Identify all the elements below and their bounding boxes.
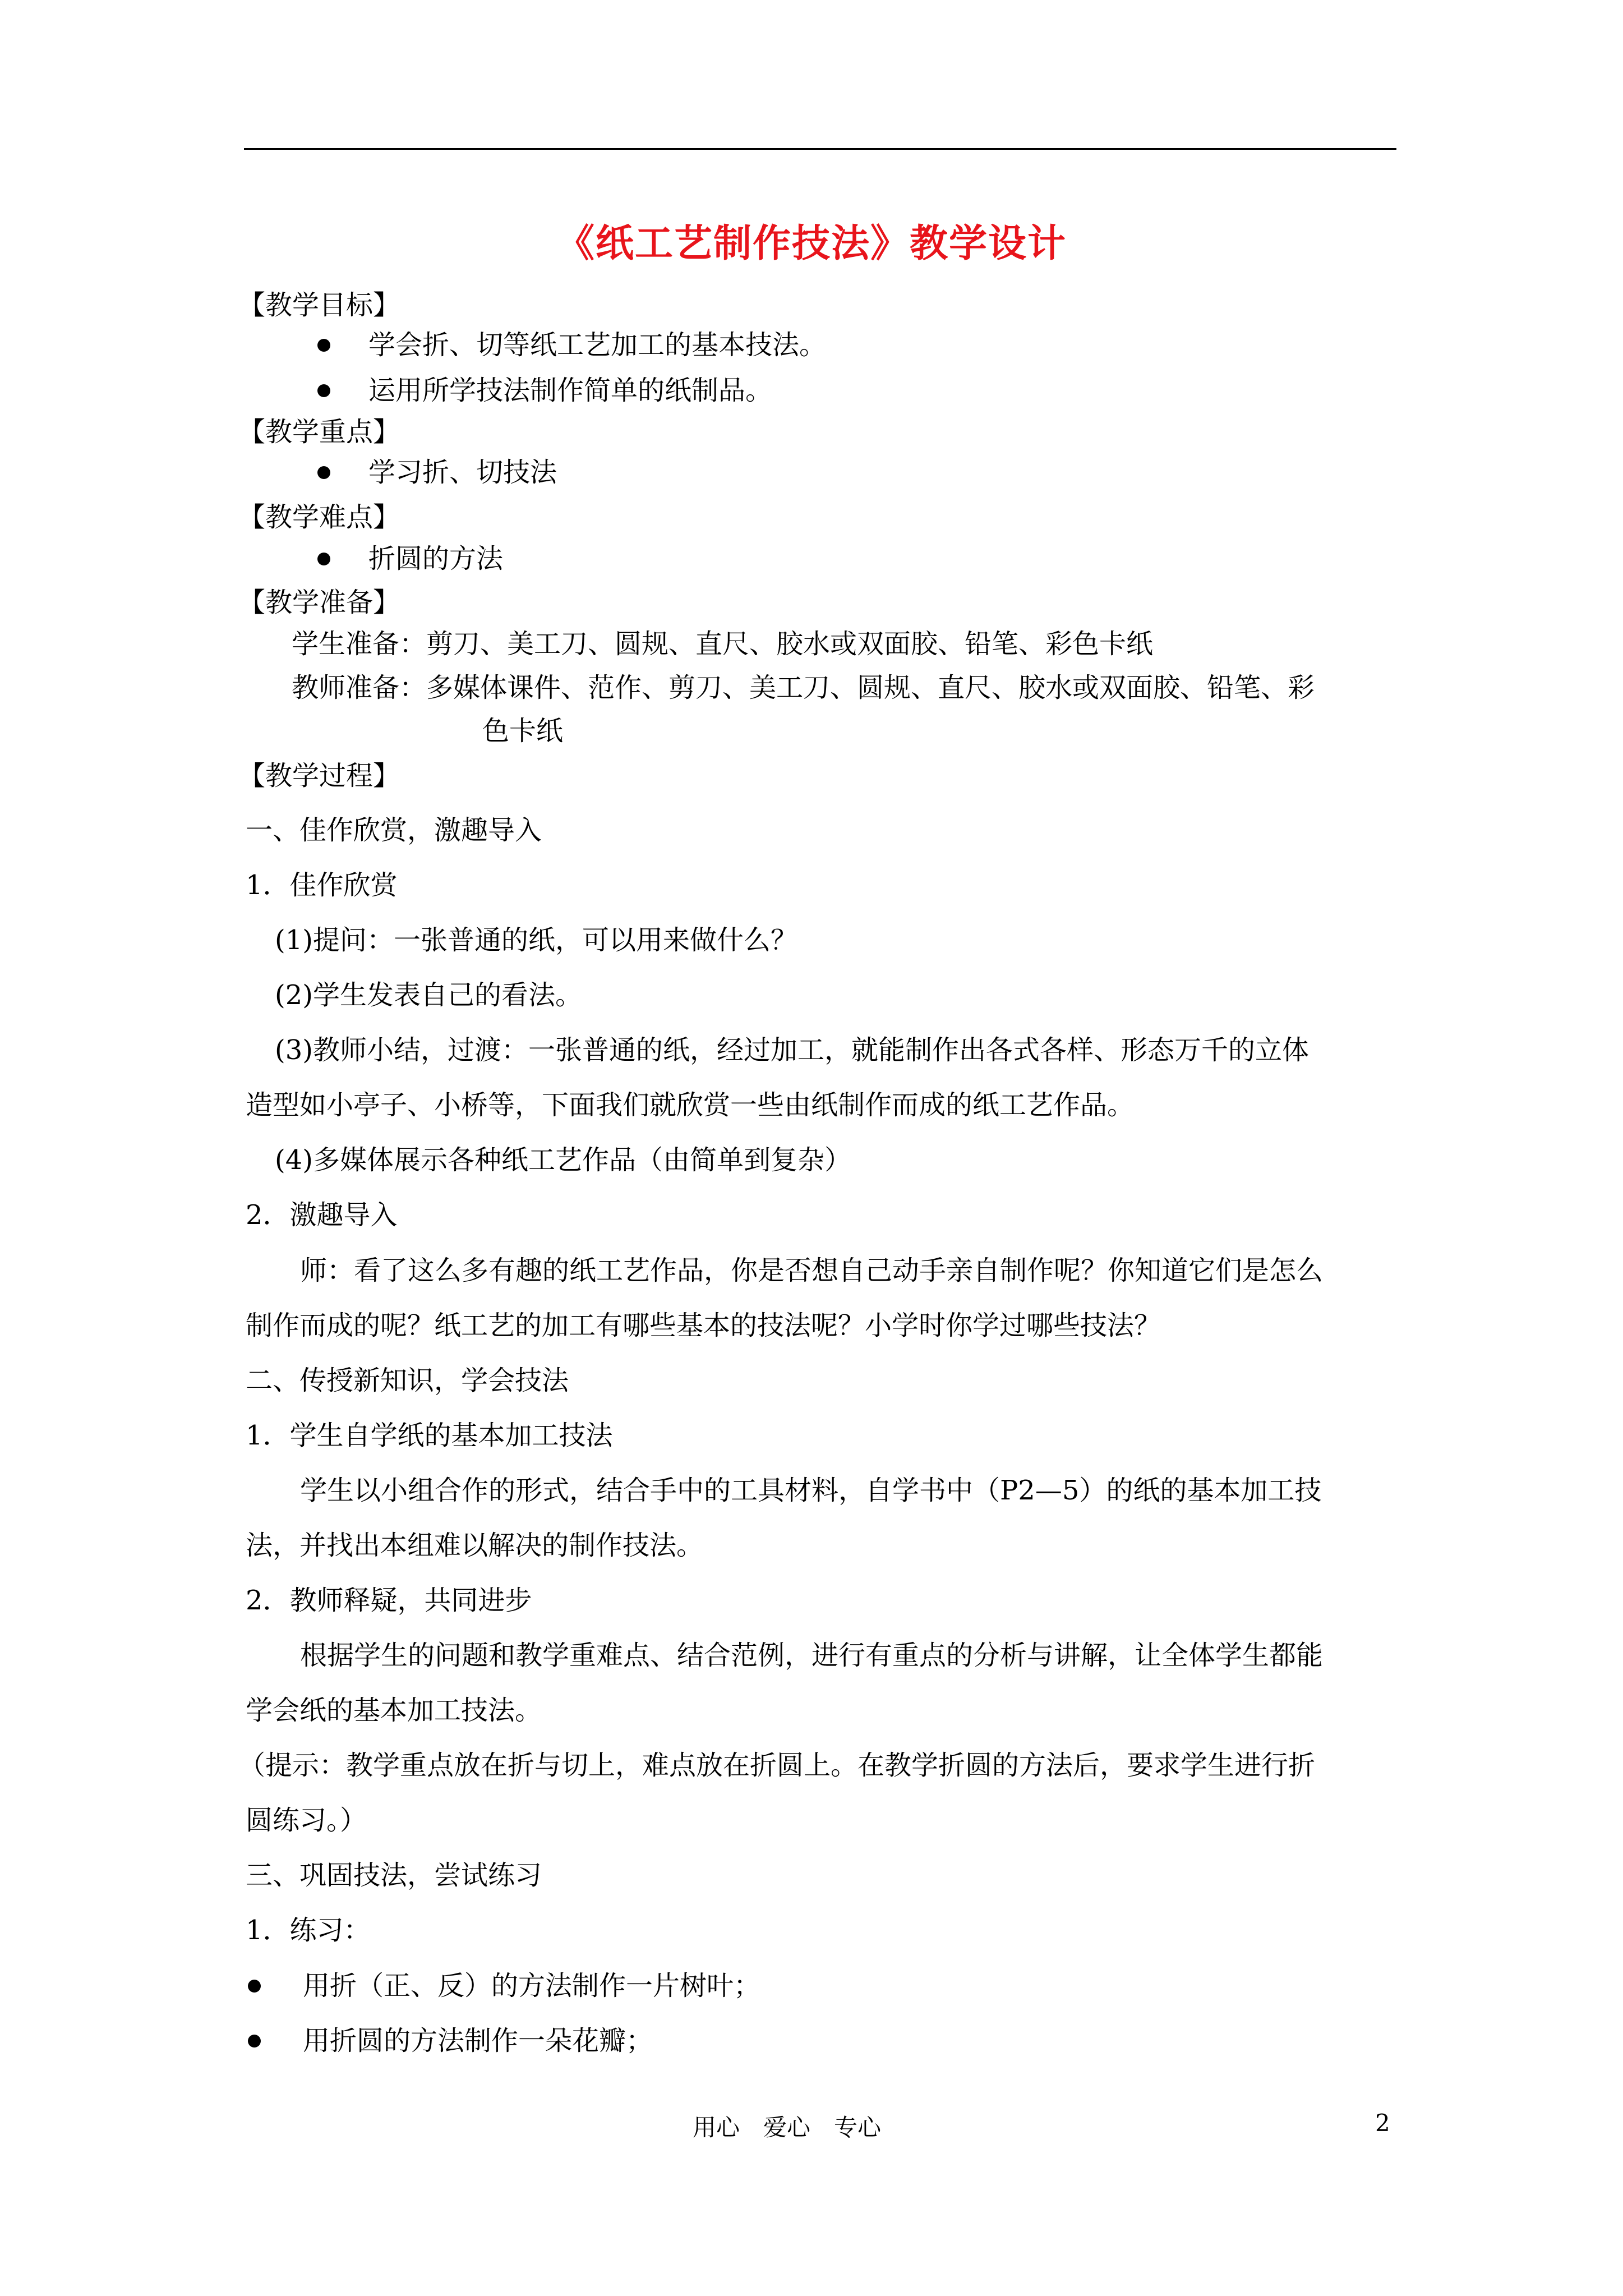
subsection-heading: 2．激趣导入 — [246, 1199, 398, 1231]
objectives-heading: 【教学目标】 — [238, 289, 400, 321]
bullet-dot — [248, 2035, 261, 2047]
subsection-heading: 2．教师释疑，共同进步 — [246, 1585, 532, 1616]
process-heading: 【教学过程】 — [238, 760, 400, 792]
prep-teacher-cont: 色卡纸 — [482, 715, 564, 747]
bullet-dot — [317, 466, 330, 479]
paragraph: (1)提问：一张普通的纸，可以用来做什么？ — [275, 924, 797, 956]
key-points-heading: 【教学重点】 — [238, 416, 400, 448]
header-rule — [244, 148, 1396, 150]
paragraph-cont: 学会纸的基本加工技法。 — [246, 1695, 542, 1726]
paragraph-cont: 制作而成的呢？纸工艺的加工有哪些基本的技法呢？小学时你学过哪些技法？ — [246, 1310, 1161, 1341]
paragraph: (4)多媒体展示各种纸工艺作品（由简单到复杂） — [275, 1144, 851, 1176]
objective-item: 学会折、切等纸工艺加工的基本技法。 — [368, 329, 827, 361]
prep-student: 学生准备：剪刀、美工刀、圆规、直尺、胶水或双面胶、铅笔、彩色卡纸 — [292, 628, 1154, 660]
section-heading: 三、巩固技法，尝试练习 — [246, 1860, 542, 1891]
paragraph: (2)学生发表自己的看法。 — [275, 979, 582, 1011]
practice-item: 用折（正、反）的方法制作一片树叶； — [303, 1970, 761, 2001]
footer-motto: 用心 爱心 专心 — [693, 2114, 882, 2141]
tip-paragraph: （提示：教学重点放在折与切上，难点放在折圆上。在教学折圆的方法后，要求学生进行折 — [238, 1750, 1316, 1781]
prep-teacher: 教师准备：多媒体课件、范作、剪刀、美工刀、圆规、直尺、胶水或双面胶、铅笔、彩 — [292, 672, 1315, 703]
difficulty-item: 折圆的方法 — [368, 543, 504, 574]
subsection-heading: 1．练习： — [246, 1915, 371, 1946]
paragraph: (3)教师小结，过渡：一张普通的纸，经过加工，就能制作出各式各样、形态万千的立体 — [275, 1034, 1309, 1066]
section-heading: 一、佳作欣赏，激趣导入 — [246, 815, 542, 846]
paragraph: 师：看了这么多有趣的纸工艺作品，你是否想自己动手亲自制作呢？你知道它们是怎么 — [300, 1255, 1324, 1286]
key-point-item: 学习折、切技法 — [368, 457, 557, 488]
section-heading: 二、传授新知识，学会技法 — [246, 1365, 569, 1396]
subsection-heading: 1．学生自学纸的基本加工技法 — [246, 1420, 613, 1451]
prep-heading: 【教学准备】 — [238, 587, 400, 618]
paragraph-cont: 造型如小亭子、小桥等，下面我们就欣赏一些由纸制作而成的纸工艺作品。 — [246, 1089, 1135, 1121]
paragraph: 根据学生的问题和教学重难点、结合范例，进行有重点的分析与讲解，让全体学生都能 — [300, 1640, 1324, 1671]
bullet-dot — [248, 1980, 261, 1993]
document-title: 《纸工艺制作技法》教学设计 — [556, 222, 1067, 266]
objective-item: 运用所学技法制作简单的纸制品。 — [368, 375, 773, 406]
subsection-heading: 1．佳作欣赏 — [246, 869, 398, 901]
page-number: 2 — [1375, 2109, 1390, 2137]
difficulties-heading: 【教学难点】 — [238, 501, 400, 533]
practice-item: 用折圆的方法制作一朵花瓣； — [303, 2025, 653, 2056]
tip-paragraph-cont: 圆练习。） — [246, 1805, 367, 1836]
bullet-dot — [317, 384, 330, 397]
bullet-dot — [317, 339, 330, 352]
paragraph-cont: 法，并找出本组难以解决的制作技法。 — [246, 1530, 704, 1561]
paragraph: 学生以小组合作的形式，结合手中的工具材料，自学书中（P2—5）的纸的基本加工技 — [300, 1475, 1322, 1506]
bullet-dot — [317, 553, 330, 565]
